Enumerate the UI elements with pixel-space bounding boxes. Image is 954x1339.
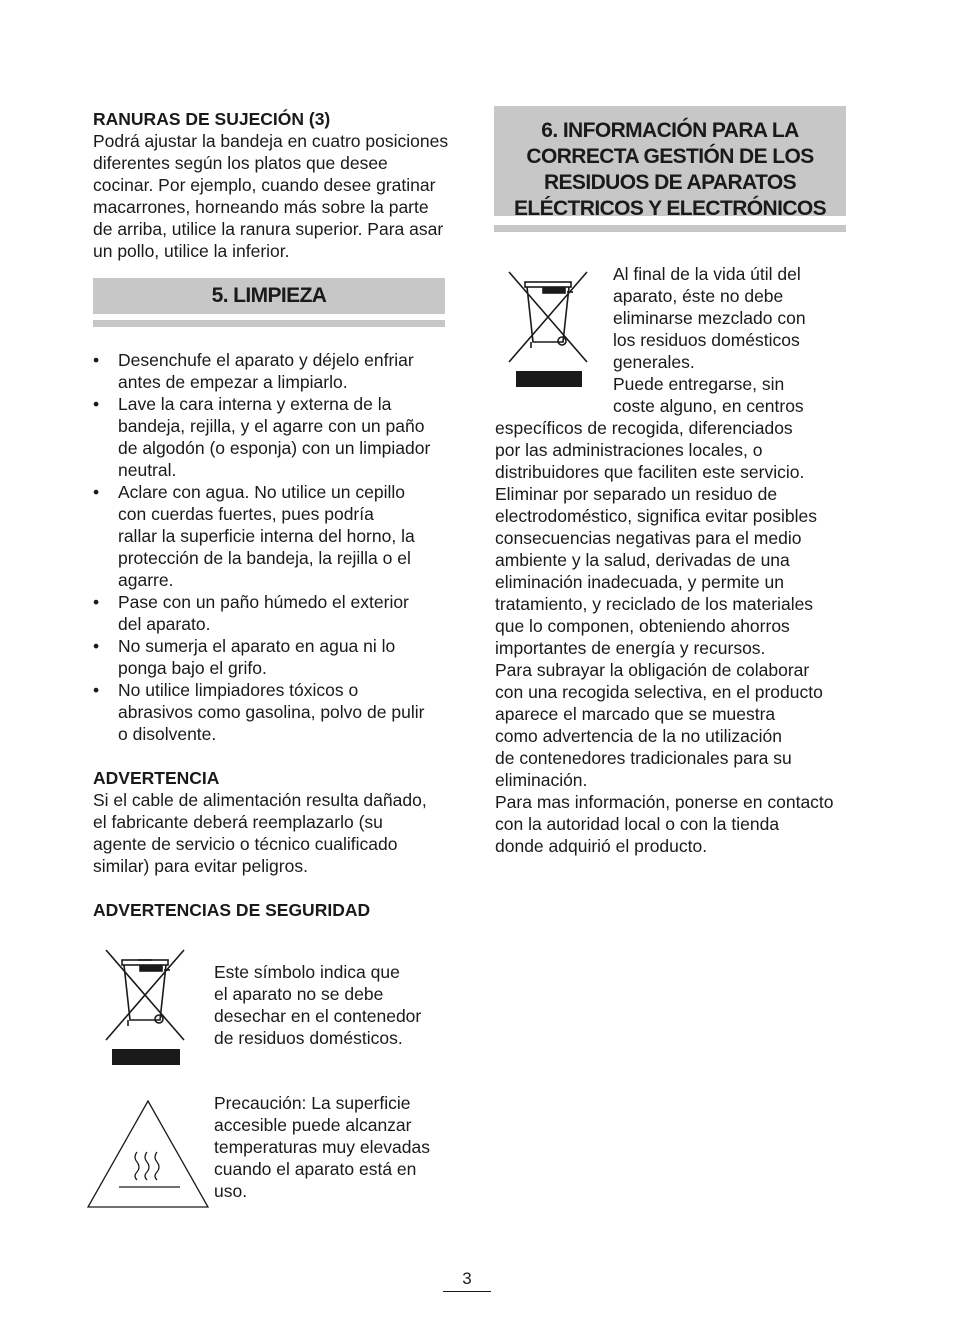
title-line: 6. INFORMACIÓN PARA LA (541, 119, 799, 142)
left-column (93, 108, 449, 921)
text-line: similar) para evitar peligros. (93, 856, 308, 876)
text-line: consecuencias negativas para el medio (495, 528, 802, 548)
title-line: ELÉCTRICOS Y ELECTRÓNICOS (513, 197, 827, 220)
text-line: Si el cable de alimentación resulta dañado, (93, 790, 427, 810)
text-line: eliminación. (495, 770, 588, 790)
title-line: CORRECTA GESTIÓN DE LOS (526, 145, 814, 168)
cleaning-title-text: 5. LIMPIEZA (211, 284, 327, 307)
slots-heading: RANURAS DE SUJECIÓN (3) (93, 109, 331, 129)
text-line: por las administraciones locales, o (495, 440, 763, 460)
text-line: uso. (214, 1181, 248, 1201)
text-line: Al final de la vida útil del (613, 264, 801, 284)
cleaning-section-title (93, 278, 445, 314)
text-line: Eliminar por separado un residuo de (495, 484, 778, 504)
text-line: Para mas información, ponerse en contacto (495, 792, 834, 812)
crossed-out-wheelie-bin-icon (100, 946, 190, 1073)
title-line: RESIDUOS DE APARATOS (543, 171, 797, 194)
text-line: • Aclare con agua. No utilice un cepillo (118, 482, 405, 502)
weee-side-text (613, 263, 853, 417)
text-line: de algodón (o esponja) con un limpiador (118, 438, 431, 458)
cleaning-list (93, 349, 445, 745)
text-line: rallar la superficie interna del horno, la (118, 526, 415, 546)
text-line: coste alguno, en centros (613, 396, 804, 416)
text-line: Puede entregarse, sin (613, 374, 785, 394)
text-line: diferentes según los platos que desee (93, 153, 388, 173)
hot-surface-warning-icon (85, 1098, 211, 1210)
weee-body-text (495, 417, 855, 857)
text-line: que lo componen, obteniendo ahorros (495, 616, 790, 636)
text-line: o disolvente. (118, 724, 217, 744)
text-line: neutral. (118, 460, 177, 480)
text-line: cuando el aparato está en (214, 1159, 417, 1179)
text-line: los residuos domésticos (613, 330, 800, 350)
text-line: Para subrayar la obligación de colaborar (495, 660, 810, 680)
text-line: importantes de energía y recursos. (495, 638, 766, 658)
text-line: eliminación inadecuada, y permite un (495, 572, 784, 592)
text-line: con una recogida selectiva, en el producto (495, 682, 823, 702)
text-line: un pollo, utilice la inferior. (93, 241, 290, 261)
text-line: agente de servicio o técnico cualificado (93, 834, 398, 854)
text-line: distribuidores que faciliten este servicio. (495, 462, 805, 482)
hot-surface-text (214, 1092, 444, 1202)
crossed-out-wheelie-bin-icon (100, 946, 190, 1068)
list-item (93, 679, 445, 745)
right-column (494, 106, 846, 232)
text-line: del aparato. (118, 614, 211, 634)
list-item (93, 393, 445, 481)
text-line: de residuos domésticos. (214, 1028, 403, 1048)
text-line: • No sumerja el aparato en agua ni lo (118, 636, 396, 656)
text-line: • Pase con un paño húmedo el exterior (118, 592, 409, 612)
text-line: accesible puede alcanzar (214, 1115, 412, 1135)
text-line: macarrones, horneando más sobre la parte (93, 197, 429, 217)
warning-heading: ADVERTENCIA (93, 768, 220, 788)
text-line: el fabricante deberá reemplazarlo (su (93, 812, 383, 832)
text-line: donde adquirió el producto. (495, 836, 708, 856)
text-line: de arriba, utilice la ranura superior. Para asar (93, 219, 444, 239)
text-line: • Desenchufe el aparato y déjelo enfriar (118, 350, 414, 370)
crossed-out-wheelie-bin-icon (505, 268, 595, 390)
page-number: 3 (443, 1268, 491, 1292)
text-line: Precaución: La superficie (214, 1093, 411, 1113)
text-line: ambiente y la salud, derivadas de una (495, 550, 790, 570)
text-line: tratamiento, y reciclado de los materiales (495, 594, 814, 614)
text-line: agarre. (118, 570, 174, 590)
text-line: antes de empezar a limpiarlo. (118, 372, 348, 392)
text-line: • No utilice limpiadores tóxicos o (118, 680, 359, 700)
section-divider (93, 320, 445, 327)
text-line: generales. (613, 352, 695, 372)
text-line: con cuerdas fuertes, pues podría (118, 504, 374, 524)
list-item (93, 635, 445, 679)
list-item (93, 349, 445, 393)
text-line: protección de la bandeja, la rejilla o el (118, 548, 411, 568)
list-item (93, 591, 445, 635)
text-line: bandeja, rejilla, y el agarre con un paño (118, 416, 425, 436)
text-line: Este símbolo indica que (214, 962, 400, 982)
text-line: • Lave la cara interna y externa de la (118, 394, 392, 414)
text-line: aparece el marcado que se muestra (495, 704, 776, 724)
safety-heading: ADVERTENCIAS DE SEGURIDAD (93, 900, 371, 920)
text-line: como advertencia de la no utilización (495, 726, 782, 746)
text-line: con la autoridad local o con la tienda (495, 814, 780, 834)
crossed-out-wheelie-bin-icon (505, 268, 595, 395)
warning-paragraph (93, 789, 445, 877)
text-line: desechar en el contenedor (214, 1006, 422, 1026)
text-line: abrasivos como gasolina, polvo de pulir (118, 702, 425, 722)
text-line: de contenedores tradicionales para su (495, 748, 792, 768)
bin-symbol-text (214, 961, 444, 1049)
hot-surface-warning-icon (85, 1098, 211, 1215)
text-line: eliminarse mezclado con (613, 308, 806, 328)
text-line: temperaturas muy elevadas (214, 1137, 430, 1157)
text-line: cocinar. Por ejemplo, cuando desee gratinar (93, 175, 436, 195)
text-line: el aparato no se debe (214, 984, 384, 1004)
weee-section-title (494, 106, 846, 220)
text-line: electrodoméstico, significa evitar posibles (495, 506, 817, 526)
text-line: ponga bajo el grifo. (118, 658, 267, 678)
text-line: específicos de recogida, diferenciados (495, 418, 793, 438)
text-line: Podrá ajustar la bandeja en cuatro posiciones (93, 131, 449, 151)
slots-paragraph (93, 130, 449, 262)
section-divider (494, 225, 846, 232)
text-line: aparato, éste no debe (613, 286, 784, 306)
list-item (93, 481, 445, 591)
